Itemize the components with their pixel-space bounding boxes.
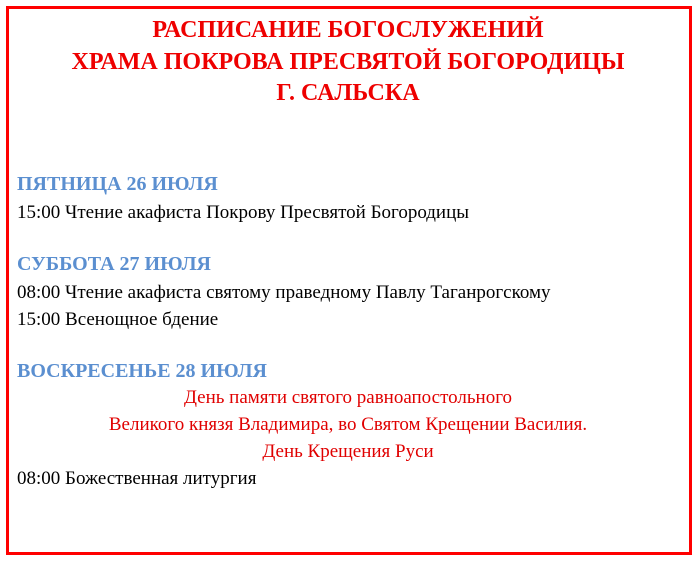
day-heading-saturday: СУББОТА 27 ИЮЛЯ xyxy=(17,253,211,275)
feast-note-line: День памяти святого равноапостольного xyxy=(183,387,513,408)
feast-note-line: День Крещения Руси xyxy=(262,441,434,462)
day-heading-sunday: ВОСКРЕСЕНЬЕ 28 ИЮЛЯ xyxy=(17,360,267,382)
service-line: 08:00 Чтение акафиста святому праведному Павлу Таганрогскому xyxy=(17,282,551,303)
title-line-1: РАСПИСАНИЕ БОГОСЛУЖЕНИЙ xyxy=(152,17,544,43)
service-line: 15:00 Всенощное бдение xyxy=(17,309,219,330)
title-line-2: ХРАМА ПОКРОВА ПРЕСВЯТОЙ БОГОРОДИЦЫ xyxy=(71,49,625,75)
title-line-3: Г. САЛЬСКА xyxy=(276,80,420,106)
feast-note-line: Великого князя Владимира, во Святом Крещении Василия. xyxy=(108,414,588,435)
service-line: 15:00 Чтение акафиста Покрову Пресвятой Богородицы xyxy=(17,202,470,223)
day-heading-friday: ПЯТНИЦА 26 ИЮЛЯ xyxy=(17,173,218,195)
service-line: 08:00 Божественная литургия xyxy=(17,468,257,489)
